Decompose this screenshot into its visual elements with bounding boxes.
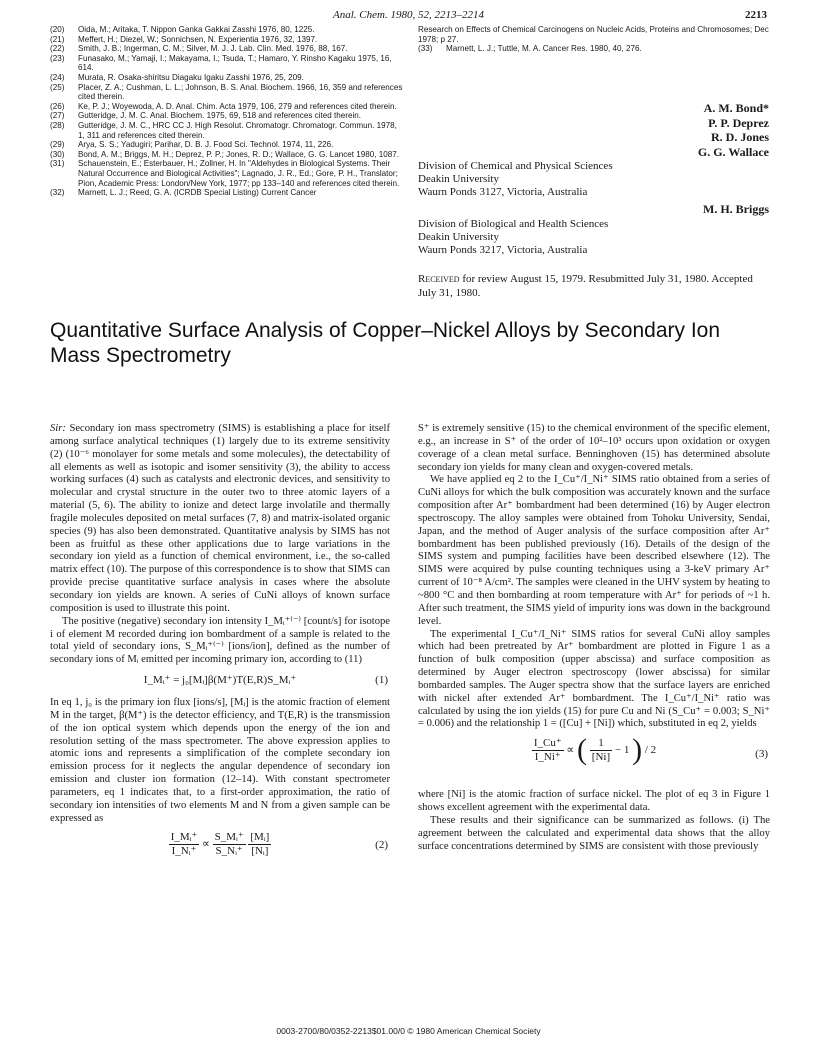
affiliation-line: Division of Chemical and Physical Sciences [418, 160, 613, 172]
paragraph: where [Ni] is the atomic fraction of surface nickel. The plot of eq 3 in Figure 1 shows excellent agreement with the experimental data. [418, 789, 770, 814]
affiliation-biology [418, 218, 608, 257]
paragraph: In eq 1, j₀ is the primary ion flux [ions/s], [Mᵢ] is the atomic fraction of element M in the target, β(M⁺) is the detector efficiency, and T(E,R) is the transmission of the ion optical system which depends upon the energy of the ion and resolution setting of the mass spectrometer. The above expression applies to atomic ions and represents a simplification of the complete secondary ion emission process for it neglects the angular dependence of secondary ion emission and cluster ion formation (12–14). With constant spectrometer parameters, eq 1 indicates that, to a first-order approximation, the ratio of secondary ion intensities of two elements M and N from a given sample can be expressed as [50, 697, 390, 824]
reference-item: (29) Arya, S. S.; Yadugiri; Parihar, D. B. J. Food Sci. Technol. 1974, 11, 226. [50, 140, 334, 150]
equation-body: I_Mᵢ⁺ = j₀[Mᵢ]β(M⁺)T(E,R)S_Mᵢ⁺ [143, 674, 297, 687]
reference-item: (25) Placer, Z. A.; Cushman, L. L.; Johnson, B. S. Anal. Biochem. 1966, 16, 359 and references cited therein. [50, 82, 403, 102]
received-text: for review August 15, 1979. Resubmitted July 31, 1980. Accepted July 31, 1980. [418, 273, 753, 299]
copyright-footer: 0003-2700/80/0352-2213$01.00/0 © 1980 American Chemical Society [276, 1026, 541, 1036]
reference-item: (24) Murata, R. Osaka-shiritsu Diagaku Igaku Zasshi 1976, 25, 209. [50, 72, 304, 82]
author-name: R. D. Jones [710, 130, 769, 144]
paragraph: The positive (negative) secondary ion intensity I_Mᵢ⁺⁽⁻⁾ [count/s] for isotope i of element M recorded during ion bombardment of a sample is related to the total yield of secondary ions, S_Mᵢ⁺⁽⁻⁾ [ions/ion], defined as the number of secondary ions of Mᵢ emitted per incoming primary ion, according to (11) [50, 615, 390, 666]
body-column-right [418, 423, 770, 853]
author-name-briggs: M. H. Briggs [703, 202, 769, 216]
reference-item: (33) Marnett, L. J.; Tuttle, M. A. Cancer Res. 1980, 40, 276. [418, 44, 642, 54]
equation-body: $\frac{\text{I\_Mᵢ⁺}}{\text{I\_Nᵢ⁺}}$ ∝ $\frac{\text{S\_Mᵢ⁺}}{\text{S\_Nᵢ⁺}}$ $\frac{\text{[Mᵢ]}}{\text{[Nᵢ]}}$ [170, 831, 270, 858]
reference-item: (30) Bond, A. M.; Briggs, M. H.; Deprez, P. P.; Jones, R. D.; Wallace, G. G. Lancet 1980, 1087. [50, 149, 400, 159]
reference-item: (31) Schauenstein, E.; Esterbauer, H.; Zollner, H. In "Aldehydes in Biological Systems. Their Natural Occurrence and Biological Activities"; Lagnado, J. R., Ed.; Gore, P. H., Translator; Pion, Academic Press: London/New York, 1977; pp 133–140 and references cited therein. [50, 159, 400, 188]
affiliation-line: Waurn Ponds 3127, Victoria, Australia [418, 186, 588, 198]
equation-number: (2) [375, 839, 388, 852]
affiliation-chemistry [418, 160, 613, 199]
reference-item: (26) Ke, P. J.; Woyewoda, A. D. Anal. Chim. Acta 1979, 106, 279 and references cited therein. [50, 101, 397, 111]
equation-body: $\frac{I\_Cu^+}{I\_Ni^+}$ ∝ ( $\frac{1}{[Ni]}$ − 1 ) / 2 [533, 733, 657, 767]
body-column-left [50, 423, 390, 873]
equation-number: (1) [375, 674, 388, 687]
equation-3 [418, 731, 770, 789]
page-number: 2213 [745, 9, 767, 21]
equation-number: (3) [755, 748, 768, 761]
references-left [50, 25, 405, 198]
author-list [698, 101, 769, 159]
paragraph: We have applied eq 2 to the I_Cu⁺/I_Ni⁺ SIMS ratio obtained from a series of CuNi alloys for which the bulk composition was accurately known and the surface composition after Ar⁺ bombardment had been determined (16) by Auger electron spectroscopy. The alloy samples were obtained from Tohoku University, Sendai, Japan, and the method of Auger analysis of the surface composition after Ar⁺ bombardment has been published previously (16). Details of the design of the SIMS system and pumping facilities have been described elsewhere (12). The SIMS were acquired by pulse counting techniques using a 3-keV primary Ar⁺ current of 10⁻⁸ A/cm². The samples were cleaned in the UHV system by heating to ~800 °C and then bombarding at room temperature with Ar⁺ for periods of ~1 h. After such treatment, the SIMS yield of impurity ions was down in the background level. [418, 474, 770, 627]
author-name: P. P. Deprez [708, 115, 769, 130]
equation-2 [50, 825, 390, 873]
reference-item: (21) Meffert, H.; Diezel, W.; Sonnichsen, N. Experientia 1976, 32, 1397. [50, 34, 318, 44]
reference-item: (23) Funasako, M.; Yamaji, I.; Makayama, I.; Tsuda, T.; Hamaro, Y. Rinsho Kagaku 1975, 16, 614. [50, 53, 392, 73]
salutation: Sir: [50, 423, 66, 434]
affiliation-line: Division of Biological and Health Sciences [418, 218, 609, 230]
references-right [418, 25, 770, 54]
affiliation-line: Deakin University [418, 231, 499, 243]
affiliation-line: Deakin University [418, 173, 499, 185]
article-title: Quantitative Surface Analysis of Copper–Nickel Alloys by Secondary Ion Mass Spectrometry [50, 319, 721, 367]
reference-continuation: Research on Effects of Chemical Carcinogens on Nucleic Acids, Proteins and Chromosomes; Dec 1978; p 27. [418, 25, 769, 44]
author-name: G. G. Wallace [697, 144, 769, 159]
equation-1 [50, 667, 390, 697]
reference-item: (20) Oida, M.; Aritaka, T. Nippon Ganka Gakkai Zasshi 1976, 80, 1225. [50, 25, 315, 34]
author-name: A. M. Bond* [703, 101, 769, 115]
reference-item: (28) Gutteridge, J. M. C., HRC CC J. High Resolut. Chromatogr. Chromatogr. Commun. 1978, 1, 311 and references cited therein. [50, 120, 397, 140]
received-label: Received [418, 273, 460, 285]
reference-item: (22) Smith, J. B.; Ingerman, C. M.; Silver, M. J. J. Lab. Clin. Med. 1976, 88, 167. [50, 44, 348, 54]
received-dates [418, 273, 770, 300]
paragraph: Sir: Secondary ion mass spectrometry (SIMS) is establishing a place for itself among surface analytical techniques (1) largely due to its extreme sensitivity (2) (10⁻⁶ monolayer for some metals and some molecules), the detectability of all elements as well as isotopic and isomer sensitivity (3), the ability to access working surfaces (4) such as catalysts and electronic devices, and sensitivity to molecular and crystal structure in the outer two to three atomic layers of a material (5, 6). The ability to ionize and detect large involatile and thermally fragile molecules deposited on metal surfaces (7, 8) and matrix-isolated organic species (9) has also been demonstrated. Quantitative analysis by SIMS has not been as fruitful as these other applications due to large variations in the secondary ion yield as a function of chemical environment, i.e., the so-called matrix effect (10). The purpose of this correspondence is to show that SIMS can provide precise quantitative surface analysis in cases where the absolute secondary ion yields are known. A series of CuNi alloys of known surface composition is used to illustrate this point. [50, 423, 390, 614]
reference-item: (27) Gutteridge, J. M. C. Anal. Biochem. 1975, 69, 518 and references cited therein. [50, 111, 361, 121]
affiliation-line: Waurn Ponds 3217, Victoria, Australia [418, 244, 588, 256]
journal-citation: Anal. Chem. 1980, 52, 2213–2214 [333, 9, 484, 21]
paragraph: S⁺ is extremely sensitive (15) to the chemical environment of the specific element, e.g., an increase in S⁺ of the order of 10²–10³ occurs upon oxidation or oxygen coverage of a clean metal surface. Benninghoven (15) has determined absolute secondary ion yields for many clean and oxygen-covered metals. [418, 423, 770, 473]
reference-item: (32) Marnett, L. J.; Reed, G. A. (ICRDB Special Listing) Current Cancer [50, 188, 317, 198]
paragraph: These results and their significance can be summarized as follows. (i) The agreement between the calculated and experimental data shows that the alloy surface concentrations determined by SIMS are consistent with those previously [418, 814, 770, 852]
paragraph: The experimental I_Cu⁺/I_Ni⁺ SIMS ratios for several CuNi alloy samples which had been pretreated by Ar⁺ bombardment are plotted in Figure 1 as a function of bulk composition (upper abscissa) and surface composition as determined by Auger electron spectroscopy (lower abscissa) for similar bombarded samples. The Auger spectra show that the surface layers are enriched with nickel after extended Ar⁺ bombardment. The I_Cu⁺/I_Ni⁺ ratio was calculated by using the ion yields (15) for pure Cu and Ni (S_Cu⁺ = 0.003; S_Ni⁺ = 0.006) and the relationship 1 = ([Cu] + [Ni]) which, substituted in eq 2, yields [418, 628, 770, 730]
